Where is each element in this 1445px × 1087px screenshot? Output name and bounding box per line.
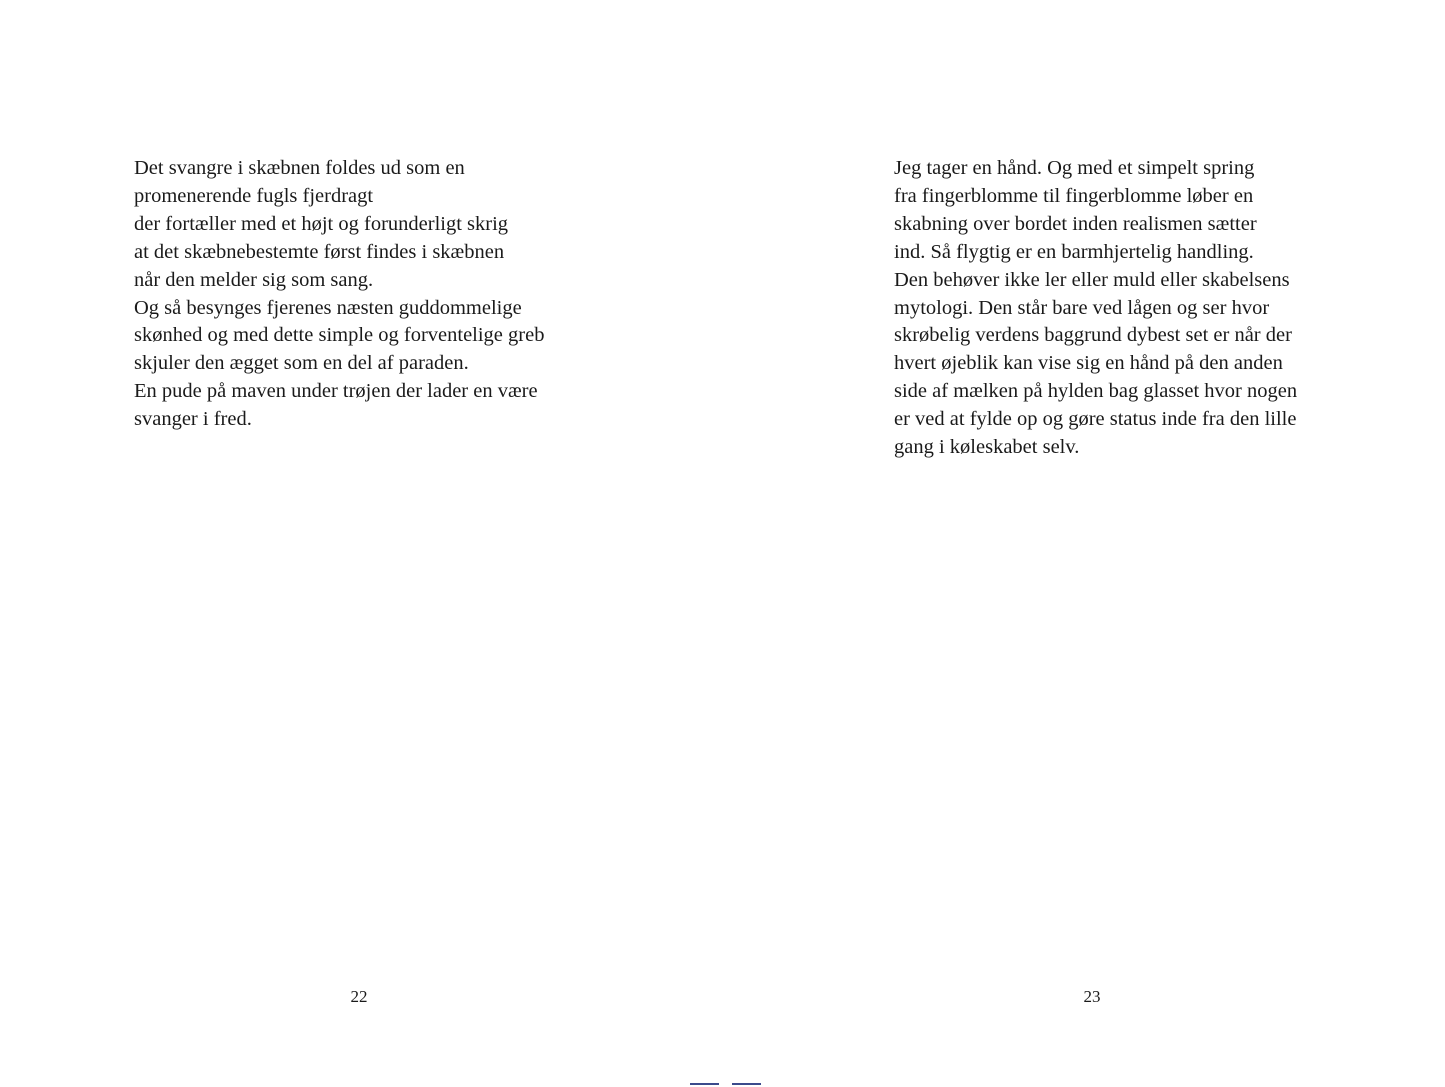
text-line: Den behøver ikke ler eller muld eller skabelsens — [894, 268, 1290, 291]
text-line: hvert øjeblik kan vise sig en hånd på den anden — [894, 352, 1283, 375]
text-line: gang i køleskabet selv. — [894, 436, 1080, 459]
text-line: når den melder sig som sang. — [134, 268, 374, 291]
text-line: mytologi. Den står bare ved lågen og ser hvor — [894, 296, 1270, 319]
text-line: skønhed og med dette simple og forventelige greb — [134, 324, 545, 347]
page-number-left: 22 — [350, 987, 368, 1006]
nav-mark-left[interactable] — [690, 1083, 719, 1085]
text-line: Og så besynges fjerenes næsten guddommelige — [134, 296, 522, 319]
poem-text-right — [894, 155, 1344, 462]
nav-mark-right[interactable] — [732, 1083, 761, 1085]
text-line: at det skæbnebestemte først findes i skæbnen — [134, 240, 505, 263]
text-line: svanger i fred. — [134, 408, 252, 431]
text-line: Jeg tager en hånd. Og med et simpelt spring — [894, 157, 1255, 179]
text-line: side af mælken på hylden bag glasset hvor nogen — [894, 380, 1298, 403]
page-navigation-indicator — [690, 1083, 764, 1087]
text-line: skabning over bordet inden realismen sætter — [894, 212, 1257, 235]
page-number-right: 23 — [1083, 987, 1101, 1006]
right-page — [722, 0, 1445, 1087]
text-line: skrøbelig verdens baggrund dybest set er når der — [894, 324, 1292, 347]
text-line: En pude på maven under trøjen der lader en være — [134, 380, 538, 403]
text-line: skjuler den ægget som en del af paraden. — [134, 352, 469, 375]
text-line: der fortæller med et højt og forunderligt skrig — [134, 212, 509, 235]
left-page — [0, 0, 722, 1087]
text-line: er ved at fylde op og gøre status inde fra den lille — [894, 408, 1297, 431]
text-line: Det svangre i skæbnen foldes ud som en — [134, 157, 465, 179]
text-line: fra fingerblomme til fingerblomme løber en — [894, 184, 1254, 207]
text-line: ind. Så flygtig er en barmhjertelig handling. — [894, 240, 1254, 263]
poem-text-left — [134, 155, 604, 434]
text-line: promenerende fugls fjerdragt — [134, 184, 374, 207]
